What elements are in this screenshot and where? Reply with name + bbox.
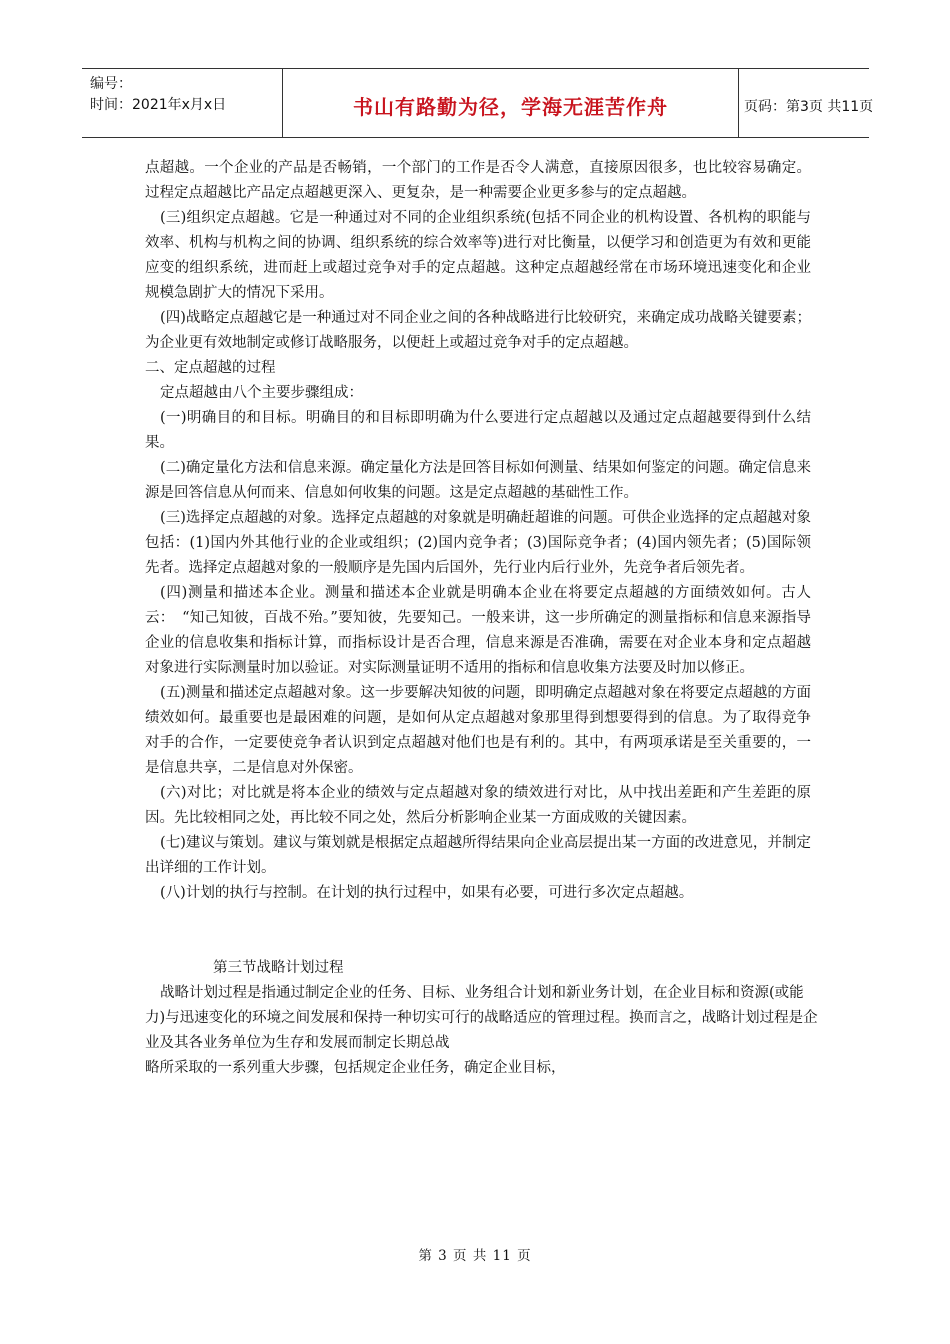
paragraph: 战略计划过程是指通过制定企业的任务、目标、业务组合计划和新业务计划，在企业目标和资源(或能力)与迅速变化的环境之间发展和保持一种切实可行的战略适应的管理过程。换而言之，战略计划过程是企业及其各业务单位为生存和发展而制定长期总战 — [145, 985, 818, 1051]
paragraph: (六)对比；对比就是将本企业的绩效与定点超越对象的绩效进行对比，从中找出差距和产生差距的原因。先比较相同之处，再比较不同之处，然后分析影响企业某一方面成败的关键因素。 — [145, 785, 811, 826]
page-footer: 第 3 页 共 11 页 — [418, 1248, 532, 1264]
header-meta-cell — [82, 69, 282, 137]
header-motto-cell — [282, 69, 739, 137]
paragraph: (一)明确目的和目标。明确目的和目标即明确为什么要进行定点超越以及通过定点超越要得到什么结果。 — [145, 410, 811, 451]
paragraph: 定点超越由八个主要步骤组成： — [160, 385, 363, 401]
paragraph: (八)计划的执行与控制。在计划的执行过程中，如果有必要，可进行多次定点超越。 — [160, 885, 694, 901]
header-page-info: 页码：第3页 共11页 — [744, 99, 874, 115]
header-page-cell — [738, 69, 874, 137]
header-motto: 书山有路勤为径，学海无涯苦作舟 — [353, 95, 668, 119]
paragraph: (三)组织定点超越。它是一种通过对不同的企业组织系统(包括不同企业的机构设置、各机构的职能与效率、机构与机构之间的协调、组织系统的综合效率等)进行对比衡量，以便学习和创造更为有效和更能应变的组织系统，进而赶上或超过竞争对手的定点超越。这种定点超越经常在市场环境迅速变化和企业规模急剧扩大的情况下采用。 — [145, 210, 811, 301]
doc-time: 时间：2021年x月x日 — [90, 97, 227, 113]
section-title: 第三节战略计划过程 — [213, 960, 344, 976]
doc-number-label: 编号： — [90, 76, 132, 92]
paragraph: 点超越。一个企业的产品是否畅销，一个部门的工作是否令人满意，直接原因很多，也比较容易确定。过程定点超越比产品定点超越更深入、更复杂，是一种需要企业更多参与的定点超越。 — [145, 160, 811, 201]
paragraph: (三)选择定点超越的对象。选择定点超越的对象就是明确赶超谁的问题。可供企业选择的定点超越对象包括：(1)国内外其他行业的企业或组织；(2)国内竞争者；(3)国际竞争者；(4)国内领先者；(5)国际领先者。选择定点超越对象的一般顺序是先国内后国外，先行业内后行业外，先竞争者后领先者。 — [145, 510, 811, 576]
paragraph: 略所采取的一系列重大步骤，包括规定企业任务，确定企业目标， — [145, 1060, 566, 1076]
paragraph: (四)战略定点超越它是一种通过对不同企业之间的各种战略进行比较研究，来确定成功战略关键要素；为企业更有效地制定或修订战略服务，以便赶上或超过竞争对手的定点超越。 — [145, 310, 811, 351]
paragraph: (二)确定量化方法和信息来源。确定量化方法是回答目标如何测量、结果如何鉴定的问题。确定信息来源是回答信息从何而来、信息如何收集的问题。这是定点超越的基础性工作。 — [145, 460, 811, 501]
section-heading: 二、定点超越的过程 — [145, 360, 276, 376]
section-spacer — [145, 906, 811, 956]
paragraph: (四)测量和描述本企业。测量和描述本企业就是明确本企业在将要定点超越的方面绩效如何。古人云： “知己知彼，百战不殆。”要知彼，先要知己。一般来讲，这一步所确定的测量指标和信息来源指导企业的信息收集和指标计算，而指标设计是否合理，信息来源是否准确，需要在对企业本身和定点超越对象进行实际测量时加以验证。对实际测量证明不适用的指标和信息收集方法要及时加以修正。 — [145, 585, 811, 676]
paragraph: (七)建议与策划。建议与策划就是根据定点超越所得结果向企业高层提出某一方面的改进意见，并制定出详细的工作计划。 — [145, 835, 811, 876]
paragraph: (五)测量和描述定点超越对象。这一步要解决知彼的问题，即明确定点超越对象在将要定点超越的方面绩效如何。最重要也是最困难的问题，是如何从定点超越对象那里得到想要得到的信息。为了取得竞争对手的合作，一定要使竞争者认识到定点超越对他们也是有利的。其中，有两项承诺是至关重要的，一是信息共享，二是信息对外保密。 — [145, 685, 811, 776]
document-header — [82, 68, 874, 138]
section-text — [145, 981, 818, 1081]
document-body — [145, 156, 818, 1081]
